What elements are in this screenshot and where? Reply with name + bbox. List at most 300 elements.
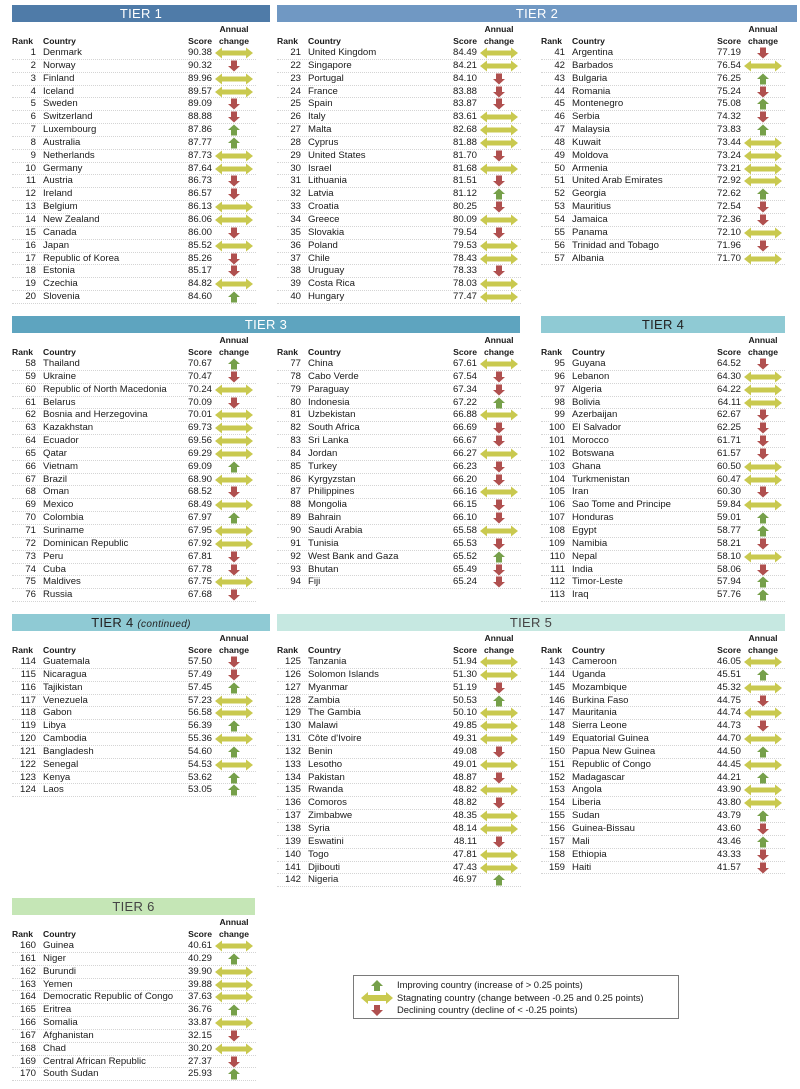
down-arrow-icon: [479, 836, 519, 848]
country-name: Rwanda: [308, 784, 344, 796]
score: 67.34: [452, 383, 477, 395]
country-name: Poland: [308, 239, 338, 251]
country-name: Latvia: [308, 188, 334, 200]
col-header-change-1: Annual: [748, 24, 778, 34]
country-name: Germany: [43, 162, 83, 174]
table-row: [277, 201, 521, 214]
score: 66.15: [452, 499, 477, 511]
country-name: Malta: [308, 124, 332, 136]
table-row: [541, 188, 785, 201]
country-name: Vietnam: [43, 460, 79, 472]
country-name: Zambia: [308, 694, 340, 706]
tier-header: [12, 316, 520, 333]
rank: 49: [554, 149, 565, 161]
table-row: [541, 371, 785, 384]
country-name: Belarus: [43, 396, 76, 408]
table-row: [277, 720, 521, 733]
score: 58.06: [716, 563, 741, 575]
table-row: [277, 733, 521, 746]
country-name: Slovakia: [308, 226, 345, 238]
table-row: [541, 576, 785, 589]
table-row: [12, 940, 256, 953]
score: 48.35: [452, 810, 477, 822]
down-arrow-icon: [479, 86, 519, 98]
table-row: [12, 278, 256, 291]
score: 48.82: [452, 784, 477, 796]
table-row: [277, 253, 521, 266]
table-row: [277, 707, 521, 720]
col-header-country: Country: [43, 645, 76, 655]
table-row: [12, 214, 256, 227]
double-arrow-icon: [479, 137, 519, 149]
table-row: [12, 422, 256, 435]
double-arrow-icon: [479, 656, 519, 668]
country-name: Syria: [308, 822, 330, 834]
double-arrow-icon: [479, 409, 519, 421]
down-arrow-icon: [743, 564, 783, 576]
score: 67.81: [187, 550, 212, 562]
ranking-table: [277, 22, 521, 304]
country-name: Luxembourg: [43, 124, 97, 136]
score: 78.03: [452, 278, 477, 290]
country-name: India: [572, 563, 593, 575]
rank: 35: [290, 226, 301, 238]
rank: 78: [290, 370, 301, 382]
score: 67.92: [187, 537, 212, 549]
double-arrow-icon: [479, 733, 519, 745]
col-header-change-2: change: [218, 36, 250, 46]
score: 73.21: [716, 162, 741, 174]
score: 40.61: [187, 940, 212, 951]
score: 45.32: [716, 681, 741, 693]
table-row: [12, 111, 256, 124]
country-name: Guyana: [572, 358, 606, 369]
table-row: [541, 862, 785, 875]
score: 66.10: [452, 512, 477, 524]
rank: 97: [554, 383, 565, 395]
rank: 141: [284, 861, 301, 873]
table-row: [541, 759, 785, 772]
tier-title: TIER 3: [244, 317, 288, 332]
table-row: [277, 150, 521, 163]
table-row: [277, 576, 521, 589]
score: 70.09: [187, 396, 212, 408]
rank: 23: [290, 72, 301, 84]
rank: 84: [290, 447, 301, 459]
score: 75.08: [716, 98, 741, 110]
rank: 130: [284, 720, 301, 732]
col-header-score: Score: [453, 645, 477, 655]
table-row: [541, 682, 785, 695]
score: 90.32: [187, 59, 212, 71]
table-row: [12, 1043, 256, 1056]
score: 47.81: [452, 848, 477, 860]
rank: 143: [548, 656, 565, 667]
table-row: [541, 707, 785, 720]
double-arrow-icon: [214, 201, 254, 213]
col-header-change-1: Annual: [219, 24, 249, 34]
score: 81.12: [452, 188, 477, 200]
rank: 53: [554, 201, 565, 213]
country-name: Bangladesh: [43, 745, 94, 757]
table-row: [12, 397, 256, 410]
rank: 30: [290, 162, 301, 174]
country-name: United Kingdom: [308, 47, 377, 58]
score: 67.95: [187, 524, 212, 536]
table-row: [541, 422, 785, 435]
score: 54.53: [187, 758, 212, 770]
score: 85.17: [187, 265, 212, 277]
double-arrow-icon: [214, 576, 254, 588]
down-arrow-icon: [479, 461, 519, 473]
country-name: Malaysia: [572, 124, 610, 136]
country-name: Bolivia: [572, 396, 601, 408]
rank: 26: [290, 111, 301, 123]
down-arrow-icon: [214, 253, 254, 265]
table-row: [541, 435, 785, 448]
rank: 102: [548, 447, 565, 459]
down-arrow-icon: [214, 656, 254, 668]
table-row: [277, 265, 521, 278]
table-header: [12, 22, 256, 47]
down-arrow-icon: [479, 576, 519, 588]
col-header-change-2: change: [747, 347, 779, 357]
double-arrow-icon: [479, 669, 519, 681]
rank: 92: [290, 550, 301, 562]
down-arrow-icon: [214, 1030, 254, 1042]
col-header-change-2: change: [483, 36, 515, 46]
score: 57.50: [187, 656, 212, 667]
double-arrow-icon: [214, 538, 254, 550]
score: 65.52: [452, 550, 477, 562]
score: 72.92: [716, 175, 741, 187]
table-header: [12, 915, 256, 940]
table-row: [12, 538, 256, 551]
down-arrow-icon: [479, 564, 519, 576]
rank: 18: [25, 265, 36, 277]
country-name: Central African Republic: [43, 1055, 146, 1067]
rank: 131: [284, 733, 301, 745]
down-arrow-icon: [214, 188, 254, 200]
rank: 137: [284, 810, 301, 822]
down-arrow-icon: [743, 695, 783, 707]
up-arrow-icon: [743, 810, 783, 822]
country-name: Montenegro: [572, 98, 624, 110]
score: 68.49: [187, 499, 212, 511]
double-arrow-icon: [743, 707, 783, 719]
score: 44.73: [716, 720, 741, 732]
table-row: [12, 1017, 256, 1030]
rank: 47: [554, 124, 565, 136]
country-name: United Arab Emirates: [572, 175, 663, 187]
table-row: [12, 695, 256, 708]
rank: 93: [290, 563, 301, 575]
score: 43.80: [716, 797, 741, 809]
rank: 155: [548, 810, 565, 822]
table-row: [12, 525, 256, 538]
col-header-change-2: change: [483, 645, 515, 655]
table-row: [541, 564, 785, 577]
table-row: [12, 707, 256, 720]
country-name: Albania: [572, 252, 605, 264]
col-header-rank: Rank: [541, 645, 563, 655]
score: 58.10: [716, 550, 741, 562]
country-name: Burkina Faso: [572, 694, 629, 706]
rank: 127: [284, 681, 301, 693]
country-name: Egypt: [572, 524, 597, 536]
rank: 64: [25, 435, 36, 447]
rank: 25: [290, 98, 301, 110]
country-name: Solomon Islands: [308, 668, 379, 680]
country-name: Democratic Republic of Congo: [43, 991, 174, 1003]
table-row: [277, 422, 521, 435]
rank: 29: [290, 149, 301, 161]
country-name: Guinea-Bissau: [572, 822, 635, 834]
score: 76.54: [716, 59, 741, 71]
legend-improving: Improving country (increase of > 0.25 points): [397, 979, 583, 990]
col-header-country: Country: [308, 347, 341, 357]
table-row: [541, 397, 785, 410]
rank: 118: [20, 707, 36, 719]
col-header-country: Country: [572, 347, 605, 357]
rank: 114: [20, 656, 36, 667]
country-name: Mexico: [43, 499, 74, 511]
rank: 42: [554, 59, 565, 71]
country-name: Morocco: [572, 435, 609, 447]
rank: 142: [284, 874, 301, 886]
col-header-change-1: Annual: [484, 335, 514, 345]
double-arrow-icon: [743, 137, 783, 149]
double-arrow-icon: [479, 291, 519, 303]
double-arrow-icon: [479, 849, 519, 861]
rank: 168: [19, 1042, 36, 1054]
country-name: Tunisia: [308, 537, 339, 549]
table-row: [541, 486, 785, 499]
country-name: Yemen: [43, 978, 73, 990]
score: 67.54: [452, 370, 477, 382]
down-arrow-icon: [743, 47, 783, 59]
col-header-score: Score: [453, 36, 477, 46]
rank: 73: [25, 550, 36, 562]
col-header-score: Score: [188, 347, 212, 357]
score: 80.09: [452, 213, 477, 225]
table-row: [12, 1004, 256, 1017]
score: 46.97: [452, 874, 477, 886]
double-arrow-icon: [214, 422, 254, 434]
up-arrow-icon: [743, 669, 783, 681]
table-row: [277, 849, 521, 862]
col-header-change-2: change: [218, 929, 250, 939]
rank: 100: [548, 422, 565, 434]
table-row: [541, 240, 785, 253]
ranking-table: [277, 631, 521, 887]
country-name: Kuwait: [572, 136, 601, 148]
table-row: [277, 278, 521, 291]
rank: 40: [290, 291, 301, 303]
table-row: [277, 461, 521, 474]
country-name: Iran: [572, 486, 589, 498]
country-name: Qatar: [43, 447, 67, 459]
score: 73.83: [716, 124, 741, 136]
country-name: Pakistan: [308, 771, 345, 783]
double-arrow-icon: [743, 175, 783, 187]
rank: 77: [290, 358, 301, 369]
score: 49.31: [452, 733, 477, 745]
table-row: [541, 525, 785, 538]
rank: 66: [25, 460, 36, 472]
country-name: Cyprus: [308, 136, 339, 148]
up-arrow-icon: [214, 137, 254, 149]
rank: 134: [284, 771, 301, 783]
country-name: El Salvador: [572, 422, 622, 434]
score: 66.88: [452, 409, 477, 421]
ranking-table: [12, 915, 256, 1081]
down-arrow-icon: [743, 409, 783, 421]
score: 65.24: [452, 576, 477, 588]
down-arrow-icon: [479, 73, 519, 85]
rank: 161: [19, 952, 36, 964]
col-header-score: Score: [717, 347, 741, 357]
country-name: Saudi Arabia: [308, 524, 363, 536]
score: 81.88: [452, 136, 477, 148]
table-row: [12, 150, 256, 163]
double-arrow-icon: [743, 682, 783, 694]
down-arrow-icon: [479, 435, 519, 447]
rank: 24: [290, 85, 301, 97]
country-name: Indonesia: [308, 396, 350, 408]
rank: 101: [548, 435, 565, 447]
table-row: [12, 746, 256, 759]
down-arrow-icon: [479, 384, 519, 396]
rank: 135: [284, 784, 301, 796]
rank: 21: [290, 47, 301, 58]
table-row: [277, 862, 521, 875]
score: 84.60: [187, 291, 212, 303]
table-row: [277, 124, 521, 137]
country-name: Armenia: [572, 162, 608, 174]
table-row: [12, 772, 256, 785]
score: 67.61: [452, 358, 477, 369]
table-row: [541, 733, 785, 746]
table-header: [541, 333, 785, 358]
country-name: Chad: [43, 1042, 66, 1054]
col-header-change-2: change: [483, 347, 515, 357]
table-row: [12, 60, 256, 73]
country-name: Kyrgyzstan: [308, 473, 356, 485]
down-arrow-icon: [214, 669, 254, 681]
double-arrow-icon: [214, 525, 254, 537]
tier-title: TIER 6: [112, 899, 155, 914]
rank: 58: [25, 358, 36, 369]
score: 59.01: [716, 512, 741, 524]
rank: 83: [290, 435, 301, 447]
country-name: Haiti: [572, 861, 592, 873]
score: 83.87: [452, 98, 477, 110]
table-header: [12, 631, 256, 656]
up-arrow-icon: [214, 512, 254, 524]
rank: 139: [284, 835, 301, 847]
double-arrow-icon: [743, 461, 783, 473]
double-arrow-icon: [479, 358, 519, 370]
table-row: [277, 759, 521, 772]
score: 87.86: [187, 124, 212, 136]
double-arrow-icon: [214, 73, 254, 85]
down-arrow-icon: [743, 422, 783, 434]
score: 72.54: [716, 201, 741, 213]
country-name: Turkmenistan: [572, 473, 630, 485]
down-arrow-icon: [479, 265, 519, 277]
country-name: South Africa: [308, 422, 360, 434]
col-header-score: Score: [188, 36, 212, 46]
double-arrow-icon: [743, 551, 783, 563]
rank: 57: [554, 252, 565, 264]
country-name: Suriname: [43, 524, 85, 536]
rank: 72: [25, 537, 36, 549]
table-row: [12, 175, 256, 188]
rank: 52: [554, 188, 565, 200]
table-row: [277, 409, 521, 422]
score: 58.77: [716, 524, 741, 536]
double-arrow-icon: [743, 733, 783, 745]
double-arrow-icon: [479, 525, 519, 537]
rank: 140: [284, 848, 301, 860]
score: 43.90: [716, 784, 741, 796]
double-arrow-icon: [214, 940, 254, 952]
country-name: Mali: [572, 835, 590, 847]
table-row: [12, 953, 256, 966]
table-row: [277, 137, 521, 150]
score: 73.44: [716, 136, 741, 148]
table-row: [12, 201, 256, 214]
up-arrow-icon: [743, 589, 783, 601]
double-arrow-icon: [479, 214, 519, 226]
score: 89.09: [187, 98, 212, 110]
table-row: [541, 695, 785, 708]
rank: 8: [30, 136, 36, 148]
rank: 46: [554, 111, 565, 123]
up-arrow-icon: [743, 512, 783, 524]
table-row: [12, 124, 256, 137]
country-name: Canada: [43, 226, 77, 238]
tier-subtitle: (continued): [137, 619, 191, 630]
score: 76.25: [716, 72, 741, 84]
rank: 151: [548, 758, 565, 770]
col-header-score: Score: [188, 929, 212, 939]
rank: 145: [548, 681, 565, 693]
down-arrow-icon: [743, 435, 783, 447]
rank: 19: [25, 278, 36, 290]
double-arrow-icon: [743, 150, 783, 162]
rank: 153: [548, 784, 565, 796]
up-arrow-icon: [479, 188, 519, 200]
rank: 160: [19, 940, 36, 951]
score: 30.20: [187, 1042, 212, 1054]
up-arrow-icon: [214, 682, 254, 694]
score: 44.70: [716, 733, 741, 745]
rank: 166: [19, 1017, 36, 1029]
col-header-rank: Rank: [277, 347, 299, 357]
double-arrow-icon: [214, 1017, 254, 1029]
score: 51.19: [452, 681, 477, 693]
rank: 51: [554, 175, 565, 187]
rank: 111: [550, 563, 565, 575]
score: 86.06: [187, 213, 212, 225]
score: 84.21: [452, 59, 477, 71]
table-row: [12, 656, 256, 669]
country-name: Peru: [43, 550, 64, 562]
rank: 55: [554, 226, 565, 238]
country-name: Lebanon: [572, 370, 610, 382]
